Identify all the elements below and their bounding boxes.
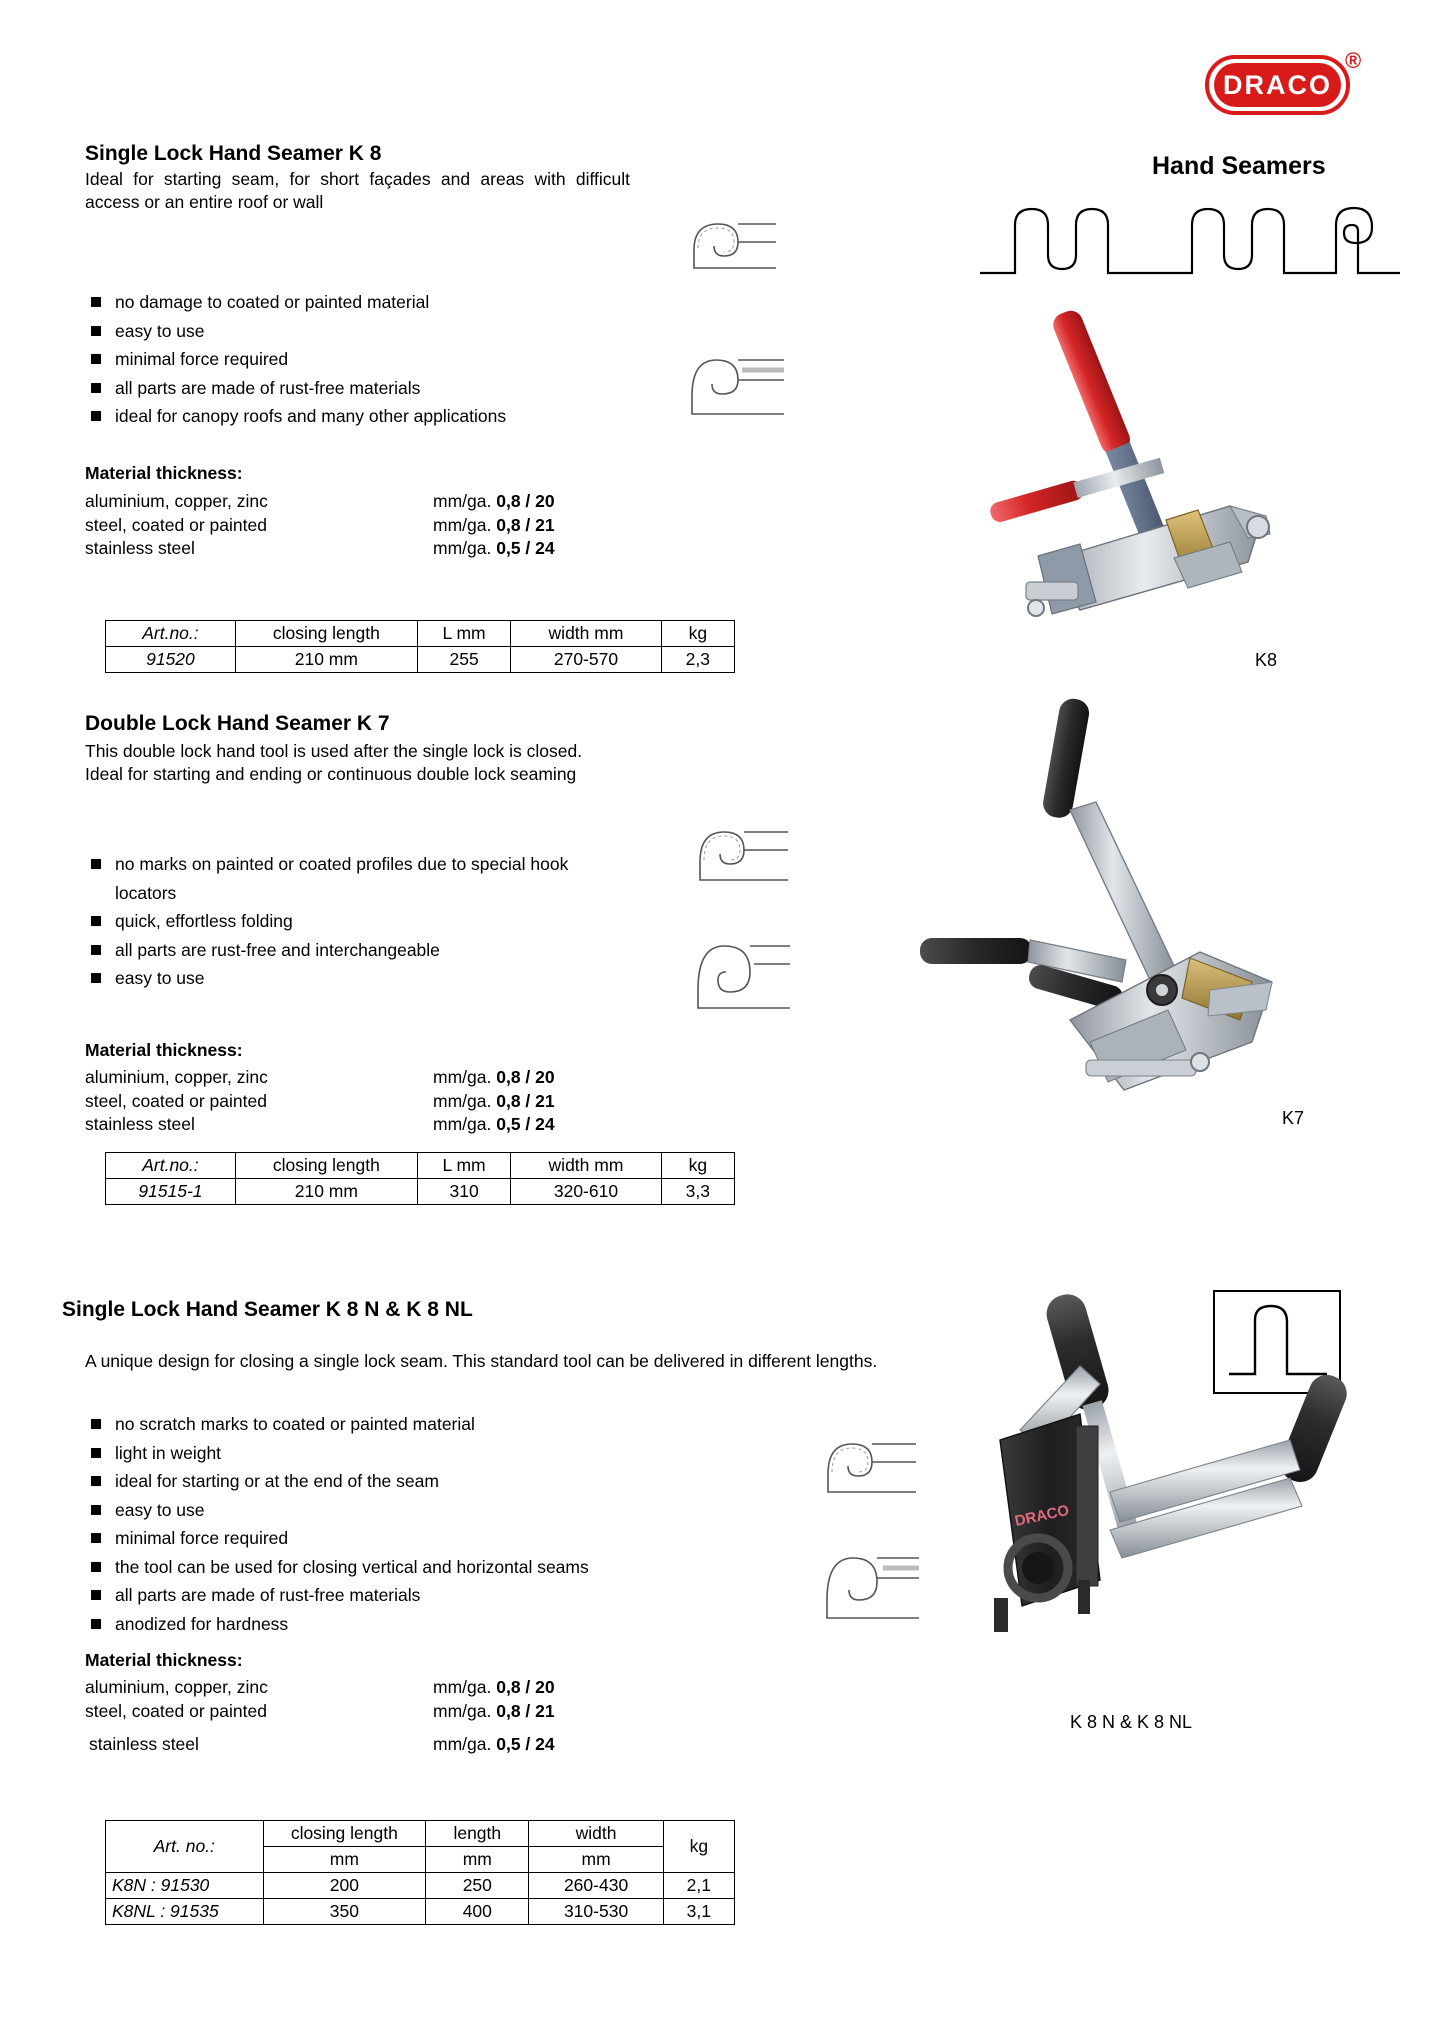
- col-art-no: Art.no.:: [106, 621, 236, 647]
- material-table-k8n: [85, 1676, 605, 1757]
- cell-closing-length: 200: [263, 1873, 426, 1899]
- feature-list-k8n: [85, 1410, 875, 1638]
- material-label: stainless steel: [85, 1114, 195, 1134]
- col-width-mm: width mm: [511, 621, 661, 647]
- section-title-k8n: Single Lock Hand Seamer K 8 N & K 8 NL: [62, 1298, 473, 1321]
- col-closing-length-unit: mm: [263, 1847, 426, 1873]
- spec-table-k7: [105, 1152, 735, 1205]
- cell-closing-length: 210 mm: [235, 1179, 417, 1205]
- list-item: quick, effortless folding: [85, 907, 625, 936]
- material-heading-k8: Material thickness:: [85, 463, 243, 483]
- seam-profiles-diagram: [980, 195, 1400, 285]
- seam-drawing-single-closed-k8n: [805, 1530, 935, 1630]
- section-title-k7: Double Lock Hand Seamer K 7: [85, 712, 390, 735]
- spec-table-k8n: [105, 1820, 735, 1925]
- material-label: steel, coated or painted: [85, 1090, 267, 1111]
- material-row: [85, 1113, 605, 1137]
- list-item: anodized for hardness: [85, 1610, 875, 1639]
- cell-width: 260-430: [529, 1873, 663, 1899]
- table-header-row: [106, 621, 735, 647]
- material-value: mm/ga. 0,8 / 20: [433, 1067, 555, 1087]
- col-closing-length: closing length: [263, 1821, 426, 1847]
- table-row: [106, 647, 735, 673]
- col-width-mm: width mm: [511, 1153, 661, 1179]
- material-row: [85, 1090, 605, 1114]
- page-title: Hand Seamers: [1152, 152, 1326, 180]
- svg-text:DRACO: DRACO: [1013, 1501, 1071, 1530]
- material-value: mm/ga. 0,8 / 21: [433, 1090, 555, 1111]
- cell-art-no: K8N : 91530: [106, 1873, 264, 1899]
- material-table-k8: [85, 490, 605, 561]
- material-label: stainless steel: [89, 1734, 199, 1754]
- cell-kg: 3,3: [661, 1179, 734, 1205]
- cell-closing-length: 350: [263, 1899, 426, 1925]
- list-item: all parts are made of rust-free materials: [85, 374, 655, 403]
- logo-wordmark: DRACO: [1214, 63, 1341, 107]
- material-label: aluminium, copper, zinc: [85, 1067, 268, 1087]
- material-row: [85, 1066, 605, 1090]
- cell-art-no: K8NL : 91535: [106, 1899, 264, 1925]
- product-photo-k8n: [960, 1280, 1380, 1680]
- material-value: mm/ga. 0,8 / 21: [433, 514, 555, 535]
- spec-table-k8: [105, 620, 735, 673]
- seam-drawing-double-closed-k7: [676, 920, 806, 1020]
- material-label: steel, coated or painted: [85, 1700, 267, 1721]
- cell-width-mm: 270-570: [511, 647, 661, 673]
- photo-caption-k8n: K 8 N & K 8 NL: [1070, 1712, 1193, 1732]
- table-header-row: [106, 1821, 735, 1847]
- list-item: all parts are rust-free and interchangeable: [85, 936, 625, 965]
- list-item: light in weight: [85, 1439, 875, 1468]
- list-item: easy to use: [85, 964, 625, 993]
- material-heading-k8n: Material thickness:: [85, 1650, 243, 1670]
- list-item: easy to use: [85, 1496, 875, 1525]
- material-table-k7: [85, 1066, 605, 1137]
- col-l-mm: L mm: [417, 1153, 511, 1179]
- section-intro-k7: This double lock hand tool is used after the single lock is closed. Ideal for starting and ending or continuous double lock seaming: [85, 741, 583, 784]
- col-kg: kg: [661, 621, 734, 647]
- material-heading-k7: Material thickness:: [85, 1040, 243, 1060]
- list-item: no damage to coated or painted material: [85, 288, 655, 317]
- col-length-unit: mm: [426, 1847, 529, 1873]
- product-photo-k7: [900, 690, 1320, 1120]
- registered-trademark-icon: ®: [1345, 48, 1362, 73]
- seam-drawing-single-open-k8n: [810, 1412, 935, 1502]
- material-value: mm/ga. 0,8 / 20: [433, 491, 555, 511]
- col-width-unit: mm: [529, 1847, 663, 1873]
- col-kg: kg: [663, 1821, 734, 1873]
- cell-kg: 2,3: [661, 647, 734, 673]
- list-item: all parts are made of rust-free materials: [85, 1581, 875, 1610]
- cell-l-mm: 310: [417, 1179, 511, 1205]
- feature-list-k8: [85, 288, 655, 431]
- section-intro-k8: Ideal for starting seam, for short façades and areas with difficult access or an entire roof or wall: [85, 169, 630, 212]
- list-item: minimal force required: [85, 1524, 875, 1553]
- col-art-no: Art.no.:: [106, 1153, 236, 1179]
- cell-length: 250: [426, 1873, 529, 1899]
- col-closing-length: closing length: [235, 621, 417, 647]
- section-title-k8: Single Lock Hand Seamer K 8: [85, 142, 382, 165]
- photo-caption-k7: K7: [1282, 1108, 1305, 1128]
- section-intro-k8n: A unique design for closing a single lock seam. This standard tool can be delivered in different lengths.: [85, 1351, 878, 1371]
- material-row: [85, 1676, 605, 1700]
- cell-length: 400: [426, 1899, 529, 1925]
- product-photo-k8: [930, 310, 1330, 650]
- cell-l-mm: 255: [417, 647, 511, 673]
- cell-closing-length: 210 mm: [235, 647, 417, 673]
- col-width: width: [529, 1821, 663, 1847]
- cell-width-mm: 320-610: [511, 1179, 661, 1205]
- material-label: aluminium, copper, zinc: [85, 491, 268, 511]
- list-item: no marks on painted or coated profiles due to special hook locators: [85, 850, 625, 907]
- material-row: [85, 1700, 605, 1724]
- col-art-no: Art. no.:: [106, 1821, 264, 1873]
- col-kg: kg: [661, 1153, 734, 1179]
- cell-kg: 3,1: [663, 1899, 734, 1925]
- material-label: stainless steel: [85, 538, 195, 558]
- cell-art-no: 91520: [106, 647, 236, 673]
- material-label: steel, coated or painted: [85, 514, 267, 535]
- material-row: [85, 1733, 605, 1757]
- material-value: mm/ga. 0,8 / 21: [433, 1700, 555, 1721]
- cell-width: 310-530: [529, 1899, 663, 1925]
- seam-drawing-single-open-k8: [680, 190, 800, 280]
- col-closing-length: closing length: [235, 1153, 417, 1179]
- list-item: no scratch marks to coated or painted material: [85, 1410, 875, 1439]
- list-item: ideal for starting or at the end of the seam: [85, 1467, 875, 1496]
- material-value: mm/ga. 0,5 / 24: [433, 1114, 555, 1134]
- col-length: length: [426, 1821, 529, 1847]
- material-label: aluminium, copper, zinc: [85, 1677, 268, 1697]
- feature-list-k7: [85, 850, 625, 993]
- material-value: mm/ga. 0,8 / 20: [433, 1677, 555, 1697]
- table-row: [106, 1899, 735, 1925]
- material-value: mm/ga. 0,5 / 24: [433, 538, 555, 558]
- photo-caption-k8: K8: [1255, 650, 1278, 670]
- table-row: [106, 1873, 735, 1899]
- table-header-row: [106, 1153, 735, 1179]
- list-item: minimal force required: [85, 345, 655, 374]
- seam-drawing-single-closed-k8: [672, 330, 802, 425]
- list-item: ideal for canopy roofs and many other applications: [85, 402, 655, 431]
- list-item: easy to use: [85, 317, 655, 346]
- draco-logo: [1205, 55, 1350, 115]
- cell-art-no: 91515-1: [106, 1179, 236, 1205]
- list-item: the tool can be used for closing vertical and horizontal seams: [85, 1553, 875, 1582]
- material-row: [85, 490, 605, 514]
- col-l-mm: L mm: [417, 621, 511, 647]
- seam-drawing-double-open-k7: [682, 800, 807, 890]
- material-value: mm/ga. 0,5 / 24: [433, 1734, 555, 1754]
- material-row: [85, 537, 605, 561]
- cell-kg: 2,1: [663, 1873, 734, 1899]
- table-row: [106, 1179, 735, 1205]
- material-row: [85, 514, 605, 538]
